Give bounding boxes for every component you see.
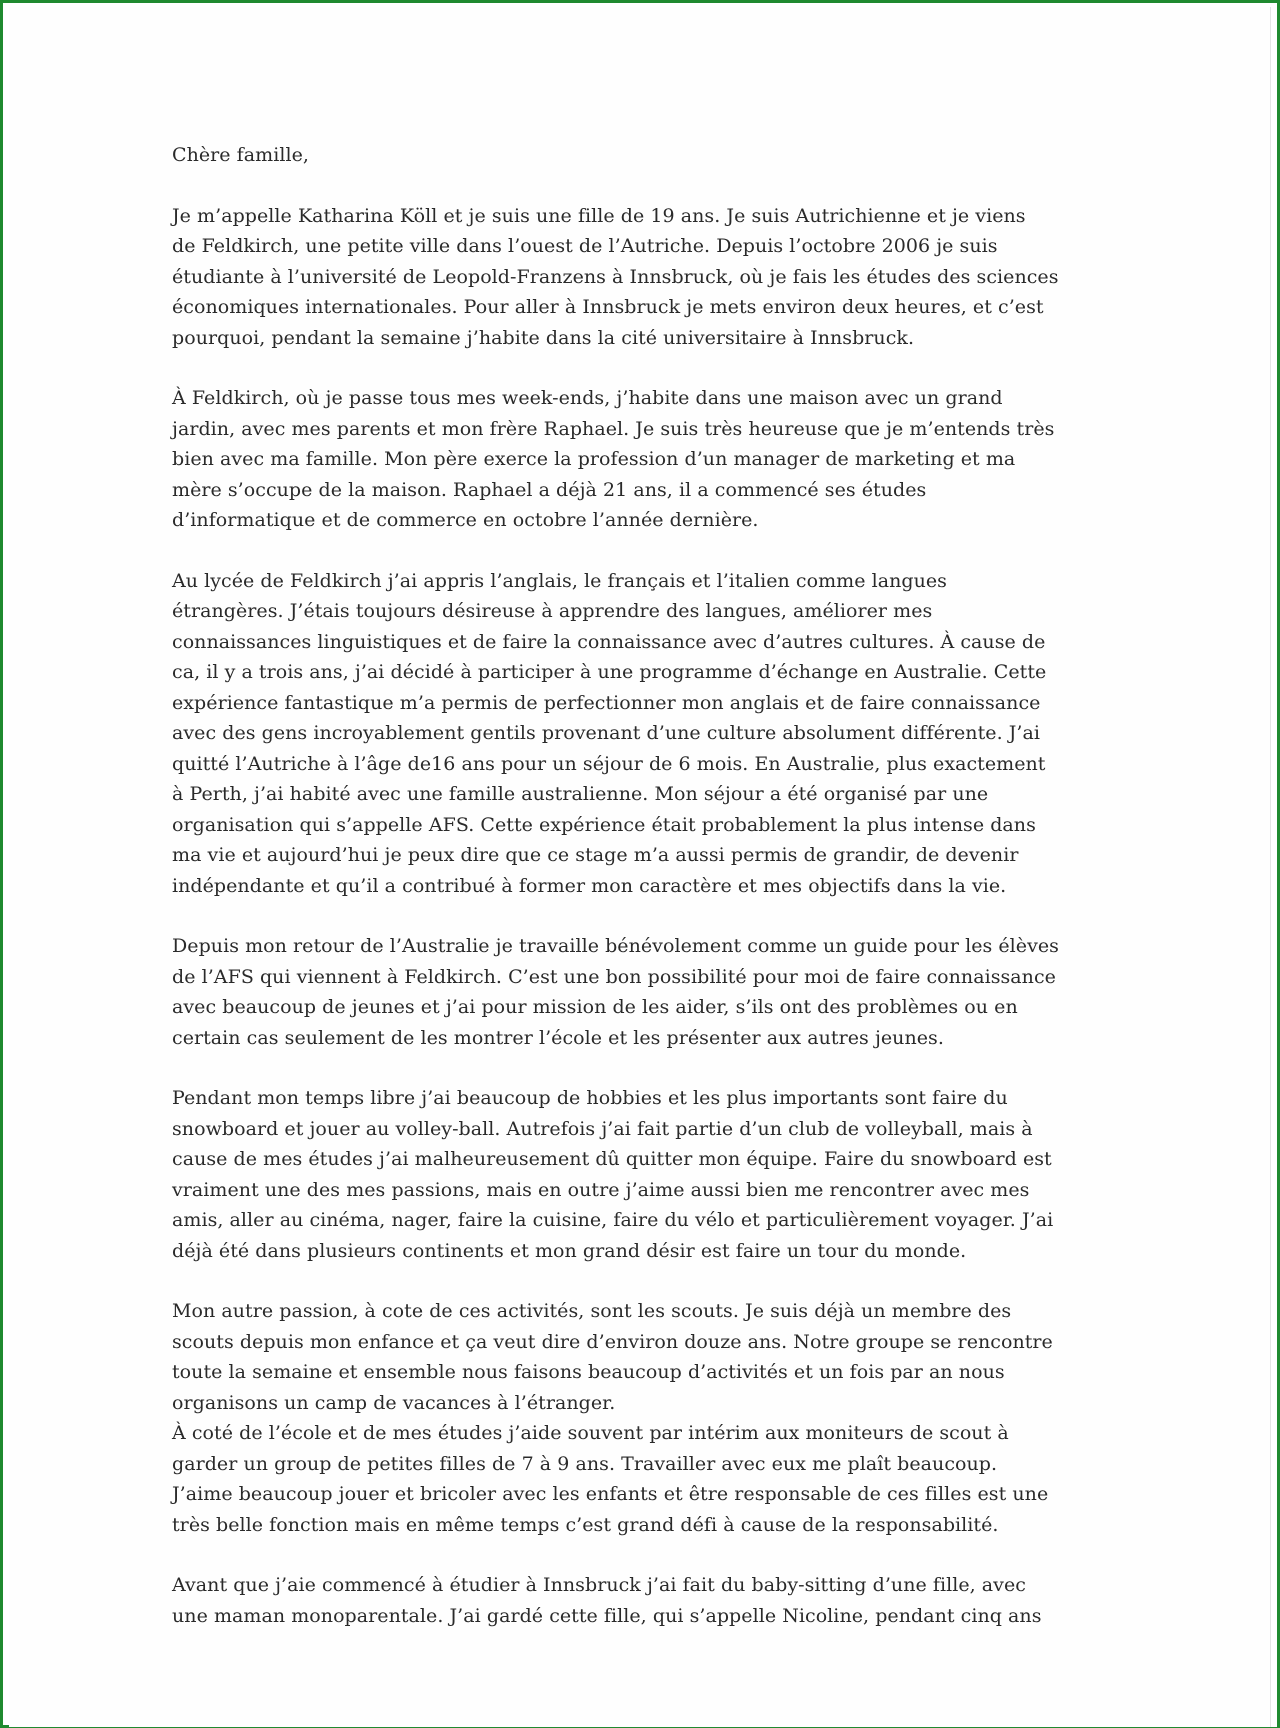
text-line: de l’AFS qui viennent à Feldkirch. C’est une bon possibilité pour moi de faire connaissance: [172, 965, 1056, 988]
text-line: vraiment une des mes passions, mais en outre j’aime aussi bien me rencontrer avec mes: [172, 1178, 1030, 1201]
text-line: mère s’occupe de la maison. Raphael a déjà 21 ans, il a commencé ses études: [172, 478, 927, 501]
text-line: À coté de l’école et de mes études j’aide souvent par intérim aux moniteurs de scout à: [172, 1422, 1009, 1444]
text-line: déjà été dans plusieurs continents et mon grand désir est faire un tour du monde.: [172, 1239, 967, 1262]
text-line: Pendant mon temps libre j’ai beaucoup de hobbies et les plus importants sont faire du: [172, 1087, 1008, 1109]
paragraph-hobbies: [172, 1083, 1122, 1266]
text-line: scouts depuis mon enfance et ça veut dire d’environ douze ans. Notre groupe se rencontre: [172, 1330, 1053, 1353]
text-line: Depuis mon retour de l’Australie je travaille bénévolement comme un guide pour les élèves: [172, 935, 1059, 957]
text-line: ma vie et aujourd’hui je peux dire que ce stage m’a aussi permis de grandir, de devenir: [172, 844, 1019, 866]
letter-body: [172, 140, 1122, 1631]
text-line: de Feldkirch, une petite ville dans l’ouest de l’Autriche. Depuis l’octobre 2006 je suis: [172, 235, 998, 257]
paragraph-scouts: [172, 1296, 1122, 1540]
text-line: étudiante à l’université de Leopold-Franzens à Innsbruck, où je fais les études des sciences: [172, 265, 1059, 288]
text-line: organisation qui s’appelle AFS. Cette expérience était probablement la plus intense dans: [172, 813, 1036, 836]
text-line: toute la semaine et ensemble nous faisons beaucoup d’activités et un fois par an nous: [172, 1361, 1005, 1383]
text-line: jardin, avec mes parents et mon frère Raphael. Je suis très heureuse que je m’entends très: [172, 417, 1055, 440]
text-line: snowboard et jouer au volley-ball. Autrefois j’ai fait partie d’un club de volleyball, mais à: [172, 1117, 1033, 1140]
text-line: étrangères. J’étais toujours désireuse à apprendre des langues, améliorer mes: [172, 600, 933, 622]
text-line: très belle fonction mais en même temps c’est grand défi à cause de la responsabilité.: [172, 1513, 999, 1536]
paragraph-babysitting: [172, 1570, 1122, 1631]
text-line: Au lycée de Feldkirch j’ai appris l’anglais, le français et l’italien comme langues: [172, 569, 947, 592]
text-line: certain cas seulement de les montrer l’école et les présenter aux autres jeunes.: [172, 1026, 944, 1049]
text-line: cause de mes études j’ai malheureusement dû quitter mon équipe. Faire du snowboard est: [172, 1148, 1052, 1170]
text-line: à Perth, j’ai habité avec une famille australienne. Mon séjour a été organisé par une: [172, 783, 989, 805]
text-line: une maman monoparentale. J’ai gardé cette fille, qui s’appelle Nicoline, pendant cinq ans: [172, 1604, 1042, 1627]
paragraph-family: [172, 383, 1122, 536]
text-line: expérience fantastique m’a permis de perfectionner mon anglais et de faire connaissance: [172, 691, 1041, 714]
text-line: bien avec ma famille. Mon père exerce la profession d’un manager de marketing et ma: [172, 448, 1016, 470]
text-line: garder un group de petites filles de 7 à 9 ans. Travailler avec eux me plaît beaucoup.: [172, 1452, 998, 1475]
text-line: Je m’appelle Katharina Köll et je suis une fille de 19 ans. Je suis Autrichienne et je viens: [172, 204, 1026, 227]
letter-salutation: Chère famille,: [172, 144, 309, 166]
paragraph-languages: [172, 566, 1122, 902]
text-line: organisons un camp de vacances à l’étranger.: [172, 1391, 616, 1414]
text-line: économiques internationales. Pour aller à Innsbruck je mets environ deux heures, et c’est: [172, 296, 1044, 318]
paragraph-afs-guide: [172, 931, 1122, 1053]
page-edge: [1270, 7, 1271, 1727]
text-line: ca, il y a trois ans, j’ai décidé à participer à une programme d’échange en Australie. Cette: [172, 661, 1047, 683]
text-line: avec des gens incroyablement gentils provenant d’une culture absolument différente. J’ai: [172, 722, 1041, 744]
text-line: connaissances linguistiques et de faire la connaissance avec d’autres cultures. À cause de: [172, 630, 1046, 653]
text-line: d’informatique et de commerce en octobre l’année dernière.: [172, 509, 759, 531]
text-line: Avant que j’aie commencé à étudier à Innsbruck j’ai fait du baby-sitting d’une fille, avec: [172, 1574, 1026, 1596]
text-line: pourquoi, pendant la semaine j’habite dans la cité universitaire à Innsbruck.: [172, 326, 915, 349]
text-line: À Feldkirch, où je passe tous mes week-ends, j’habite dans une maison avec un grand: [172, 387, 1003, 409]
text-line: amis, aller au cinéma, nager, faire la cuisine, faire du vélo et particulièrement voyager. J’ai: [172, 1209, 1054, 1231]
text-line: avec beaucoup de jeunes et j’ai pour mission de les aider, s’ils ont des problèmes ou en: [172, 996, 1018, 1018]
text-line: Mon autre passion, à cote de ces activités, sont les scouts. Je suis déjà un membre des: [172, 1300, 1012, 1322]
text-line: J’aime beaucoup jouer et bricoler avec les enfants et être responsable de ces filles est une: [172, 1483, 1049, 1505]
paragraph-introduction: [172, 201, 1122, 354]
text-line: indépendante et qu’il a contribué à former mon caractère et mes objectifs dans la vie.: [172, 874, 1007, 897]
text-line: quitté l’Autriche à l’âge de16 ans pour un séjour de 6 mois. En Australie, plus exactement: [172, 752, 1046, 775]
